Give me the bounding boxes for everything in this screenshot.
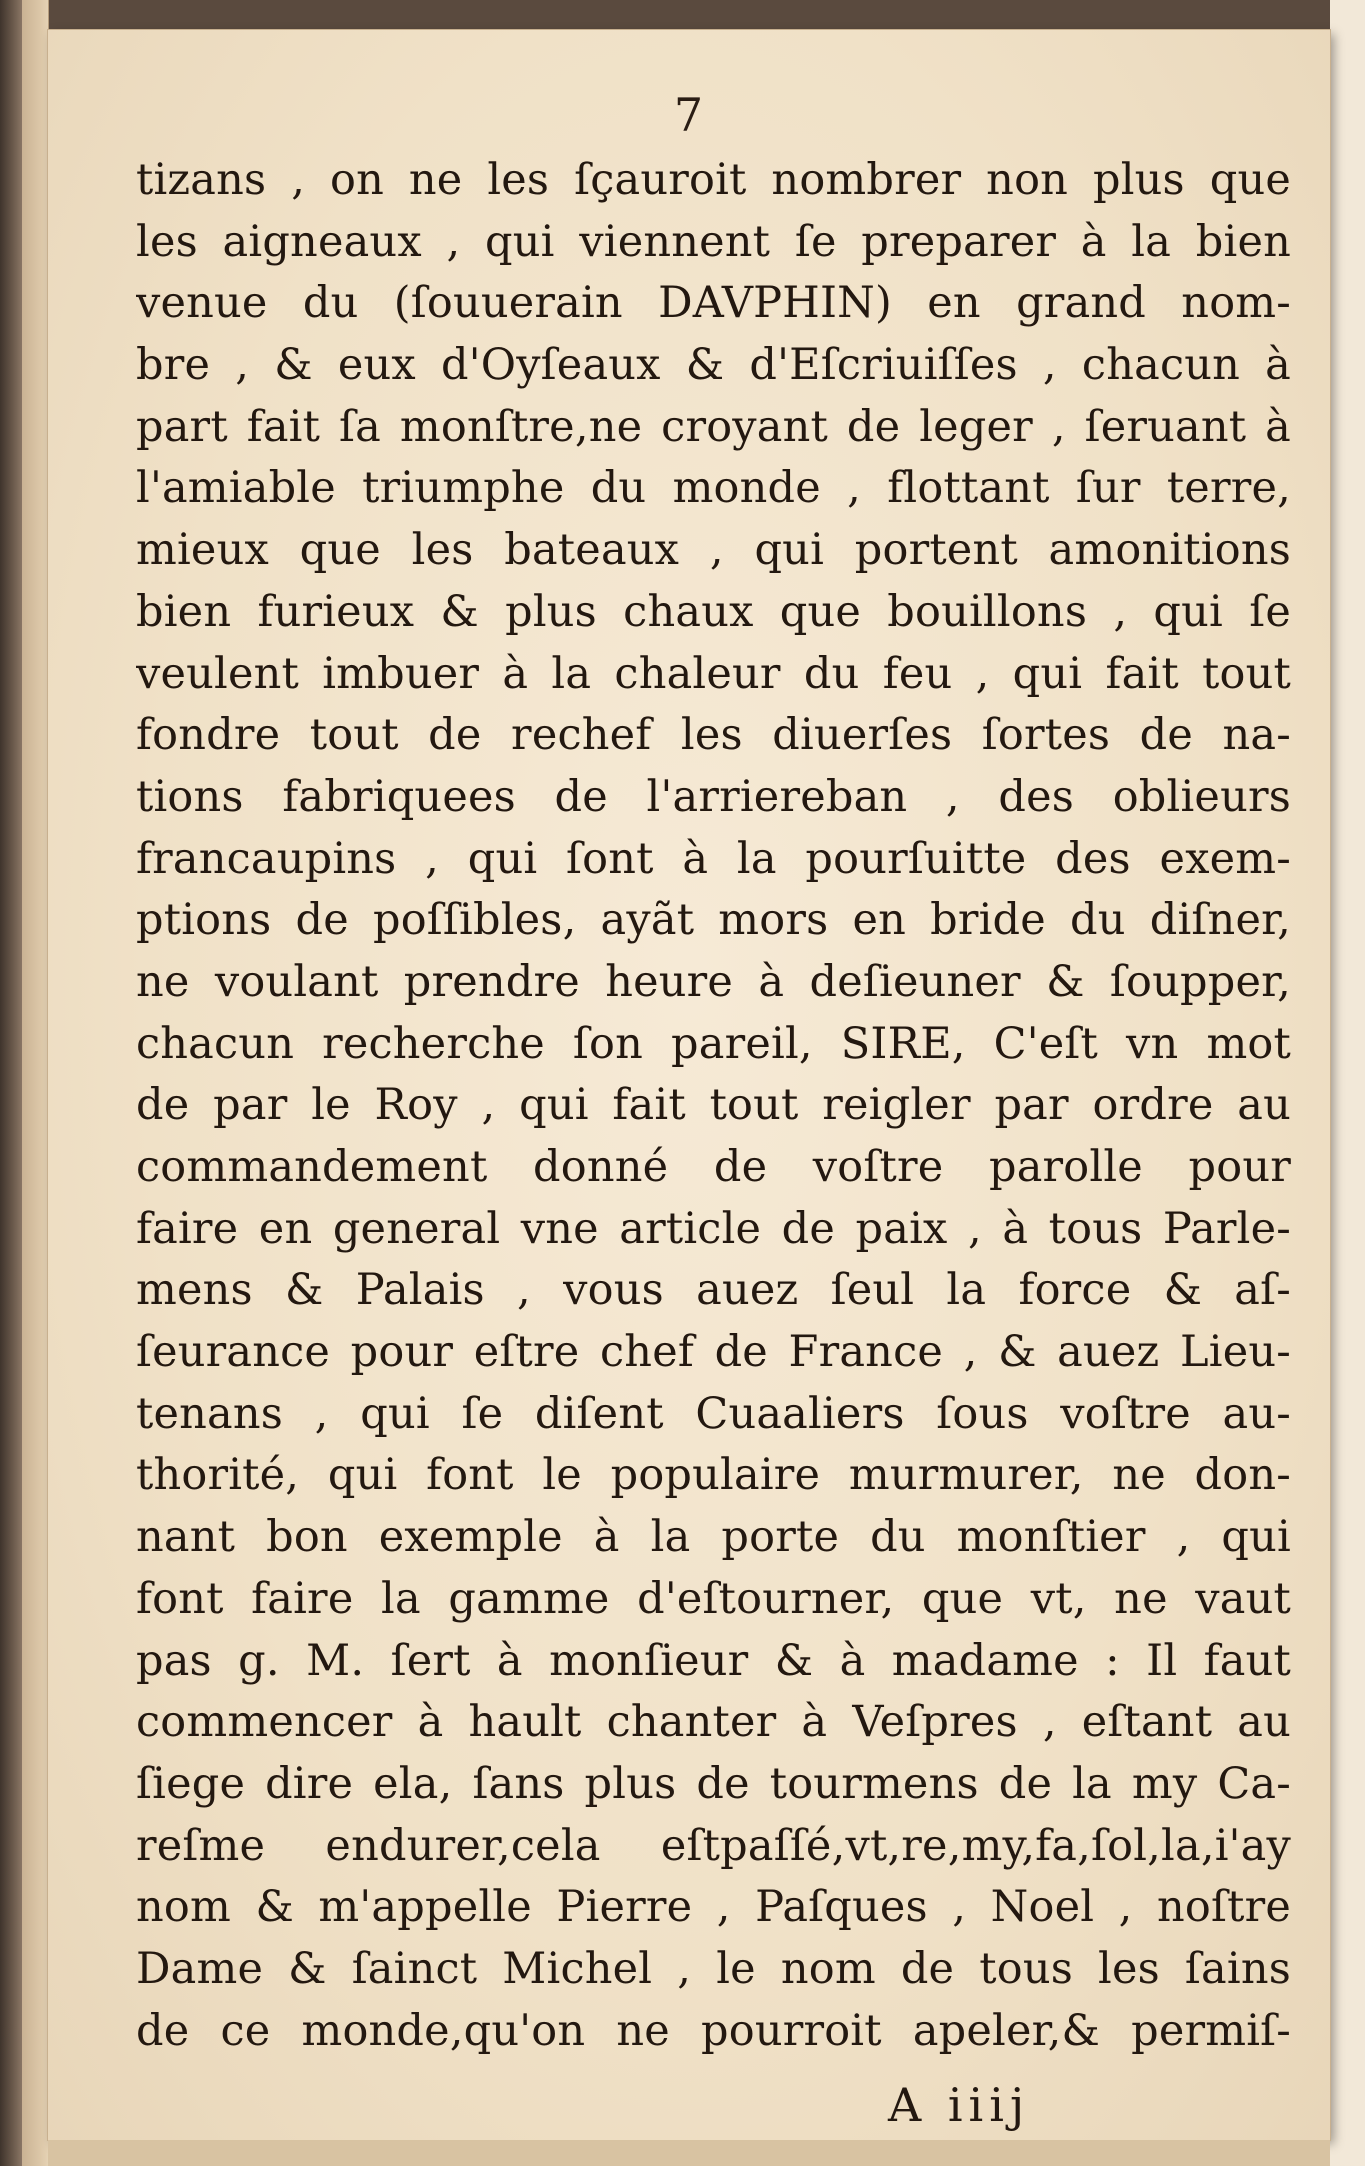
- page-body-text: [136, 150, 1291, 2062]
- text-line: ſiege dire ela, ſans plus de tourmens de la my Ca-: [136, 1758, 1291, 1809]
- text-line: l'amiable triumphe du monde , flottant ſur terre,: [136, 463, 1291, 514]
- text-line: tions fabriquees de l'arriereban , des oblieurs: [136, 771, 1291, 822]
- text-line: fondre tout de rechef les diuerſes ſortes de na-: [136, 710, 1291, 761]
- text-line: veulent imbuer à la chaleur du feu , qui fait tout: [136, 648, 1291, 699]
- previous-page-edge: [22, 0, 49, 2166]
- signature-mark: A iiij: [888, 2078, 1031, 2132]
- text-line: mieux que les bateaux , qui portent amonitions: [136, 525, 1291, 576]
- text-line: ne voulant prendre heure à deſieuner & ſoupper,: [136, 956, 1291, 1007]
- page-bottom-edge: [48, 2140, 1330, 2166]
- text-line: commencer à hault chanter à Veſpres , eſtant au: [136, 1697, 1291, 1748]
- right-margin-background: [1330, 0, 1365, 2166]
- text-line: ptions de poſſibles, ayãt mors en bride du diſner,: [136, 895, 1291, 946]
- text-line: nom & m'appelle Pierre , Paſques , Noel , noſtre: [136, 1882, 1291, 1933]
- text-line: part fait ſa monſtre,ne croyant de leger , ſeruant à: [136, 401, 1291, 452]
- text-line: nant bon exemple à la porte du monſtier , qui: [136, 1512, 1291, 1563]
- text-line: francaupins , qui ſont à la pourſuitte des exem-: [136, 833, 1291, 884]
- text-line: commandement donné de voſtre parolle pour: [136, 1142, 1291, 1192]
- text-line: bre , & eux d'Oyſeaux & d'Eſcriuiſſes , chacun à: [136, 340, 1291, 391]
- binding-edge: [0, 0, 22, 2166]
- page-number: 7: [673, 88, 705, 142]
- text-line: font faire la gamme d'eſtourner, que vt, ne vaut: [136, 1573, 1291, 1624]
- text-line: venue du (ſouuerain DAVPHIN) en grand nom-: [136, 278, 1291, 329]
- book-page: [48, 30, 1330, 2140]
- text-line: de par le Roy , qui fait tout reigler par ordre au: [136, 1080, 1291, 1131]
- text-line: chacun recherche ſon pareil, SIRE, C'eſt vn mot: [136, 1018, 1291, 1069]
- text-line: tenans , qui ſe diſent Cuaaliers ſous voſtre au-: [136, 1388, 1291, 1439]
- text-line: mens & Palais , vous auez ſeul la force & aſ-: [136, 1265, 1291, 1316]
- text-line: de ce monde,qu'on ne pourroit apeler,& permiſ-: [136, 2005, 1291, 2056]
- text-line: Dame & ſainct Michel , le nom de tous les ſains: [136, 1943, 1291, 1994]
- text-line: ſeurance pour eſtre chef de France , & auez Lieu-: [136, 1327, 1291, 1378]
- text-line: pas g. M. ſert à monſieur & à madame : Il faut: [136, 1635, 1291, 1686]
- text-line: les aigneaux , qui viennent ſe preparer à la bien: [136, 216, 1291, 267]
- text-line: thorité, qui font le populaire murmurer, ne don-: [136, 1450, 1291, 1501]
- text-line: bien furieux & plus chaux que bouillons , qui ſe: [136, 586, 1291, 637]
- text-line: reſme endurer,cela eſtpaſſé,vt,re,my,fa,ſol,la,i'ay: [136, 1820, 1291, 1871]
- text-line: tizans , on ne les ſçauroit nombrer non plus que: [136, 155, 1291, 205]
- text-line: faire en general vne article de paix , à tous Parle-: [136, 1203, 1291, 1254]
